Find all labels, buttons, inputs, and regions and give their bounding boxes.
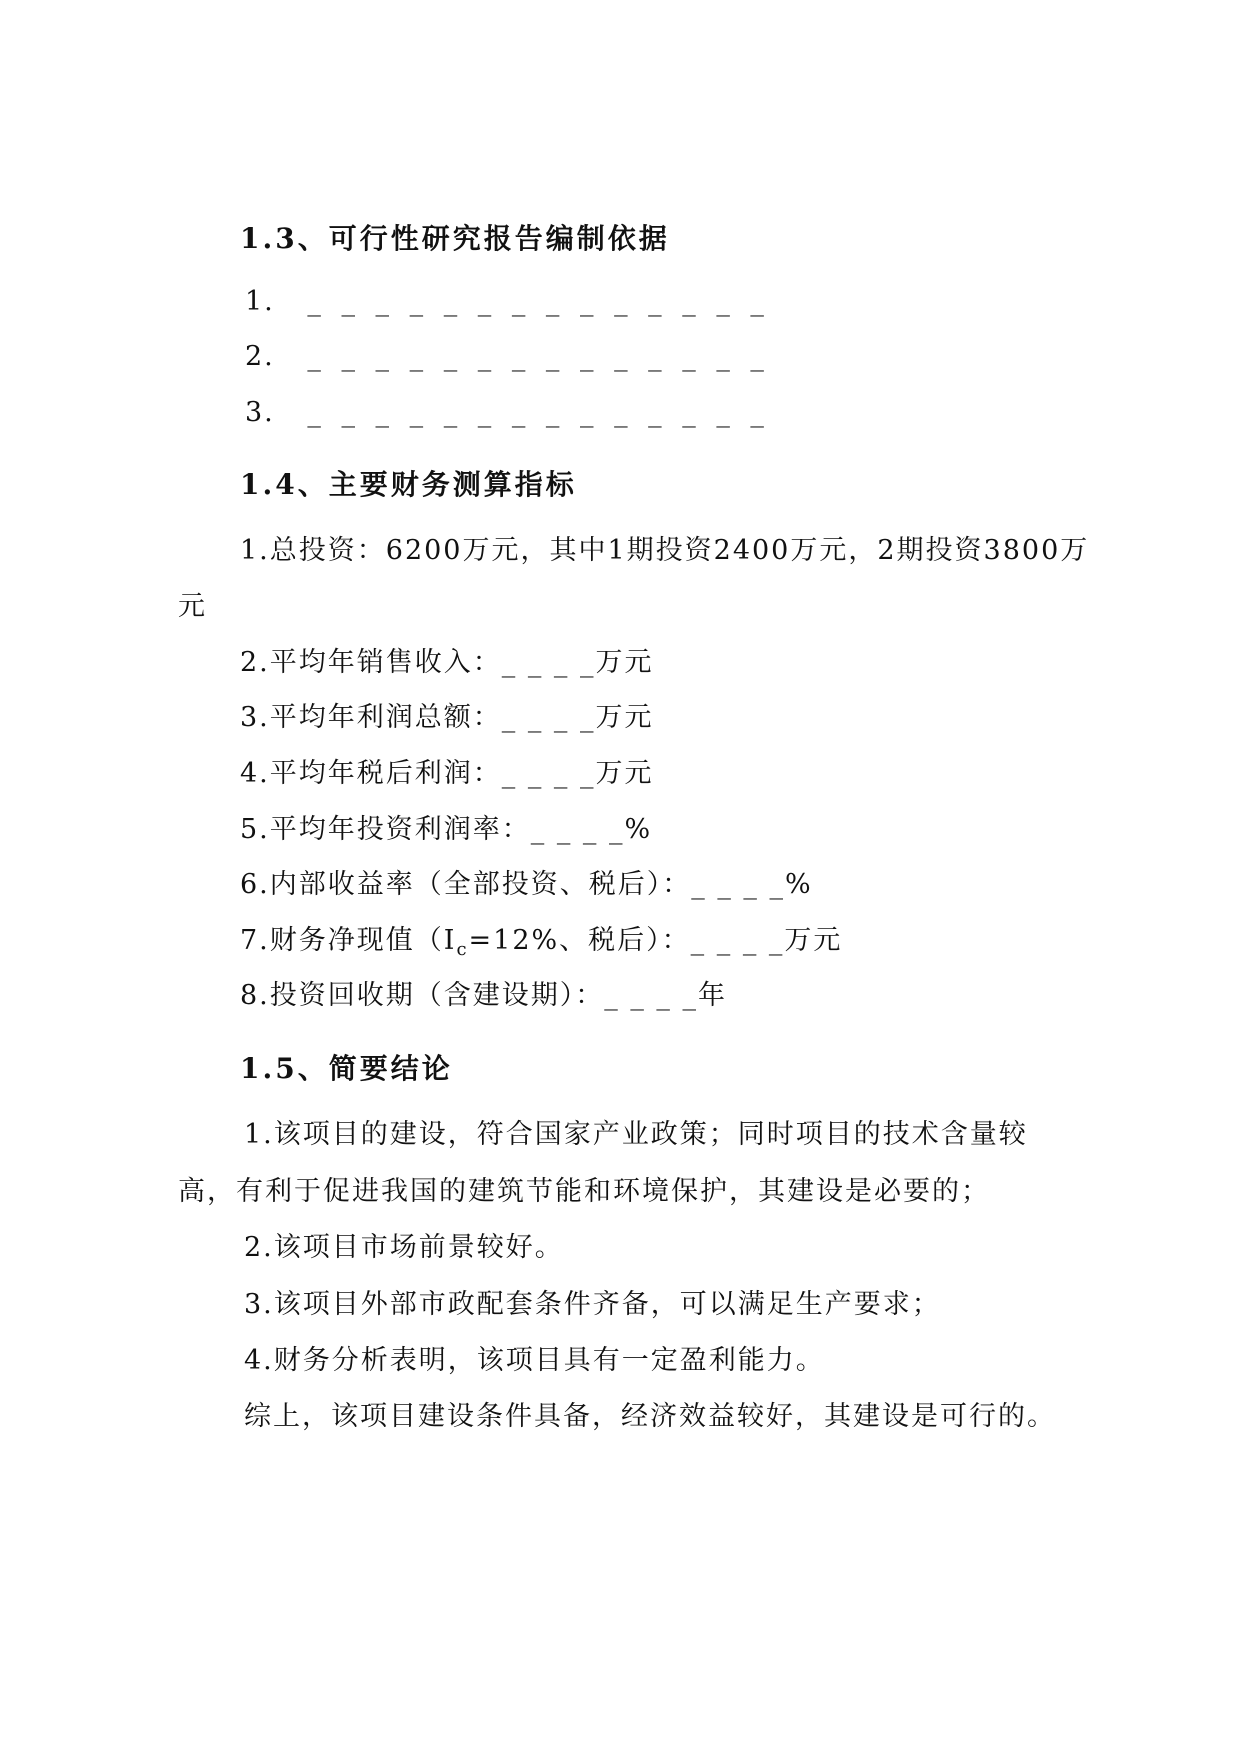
indicator-net-present-value [240, 924, 842, 958]
indicator-avg-total-profit: 3.平均年利润总额：_ _ _ _万元 [240, 702, 654, 733]
indicator-total-investment-line2: 元 [178, 591, 207, 622]
conclusion-summary: 综上，该项目建设条件具备，经济效益较好，其建设是可行的。 [244, 1401, 1056, 1432]
basis-item-number: 3. [245, 397, 275, 428]
indicator-payback-period: 8.投资回收期（含建设期）：_ _ _ _年 [240, 980, 728, 1011]
basis-item-blank: _ _ _ _ _ _ _ _ _ _ _ _ _ _ [307, 286, 770, 317]
section-heading-1-5: 1.5、简要结论 [240, 1052, 453, 1085]
indicator-avg-after-tax-profit: 4.平均年税后利润：_ _ _ _万元 [240, 758, 654, 789]
conclusion-1-line1: 1.该项目的建设，符合国家产业政策；同时项目的技术含量较 [244, 1119, 1028, 1150]
basis-item-number: 1. [245, 286, 275, 317]
basis-item-1 [245, 285, 770, 319]
indicator-avg-investment-profit-rate: 5.平均年投资利润率：_ _ _ _% [240, 814, 653, 845]
basis-item-blank: _ _ _ _ _ _ _ _ _ _ _ _ _ _ [307, 341, 770, 372]
conclusion-2: 2.该项目市场前景较好。 [244, 1232, 564, 1263]
npv-text-prefix: 7.财务净现值（I [240, 925, 457, 956]
conclusion-3: 3.该项目外部市政配套条件齐备，可以满足生产要求； [244, 1289, 941, 1320]
section-heading-1-3: 1.3、可行性研究报告编制依据 [240, 222, 670, 255]
npv-text-suffix: =12%、税后）：_ _ _ _万元 [468, 925, 843, 956]
basis-item-2 [245, 340, 770, 374]
section-heading-1-4: 1.4、主要财务测算指标 [240, 468, 577, 501]
basis-item-3 [245, 396, 770, 430]
basis-item-number: 2. [245, 341, 275, 372]
indicator-internal-rate-of-return: 6.内部收益率（全部投资、税后）：_ _ _ _% [240, 869, 813, 900]
indicator-total-investment-line1: 1.总投资：6200万元，其中1期投资2400万元，2期投资3800万 [240, 535, 1090, 566]
conclusion-4: 4.财务分析表明，该项目具有一定盈利能力。 [244, 1345, 825, 1376]
conclusion-1-line2: 高，有利于促进我国的建筑节能和环境保护，其建设是必要的； [178, 1176, 990, 1207]
npv-subscript: c [456, 939, 469, 960]
basis-item-blank: _ _ _ _ _ _ _ _ _ _ _ _ _ _ [307, 397, 770, 428]
indicator-avg-sales-revenue: 2.平均年销售收入：_ _ _ _万元 [240, 647, 654, 678]
